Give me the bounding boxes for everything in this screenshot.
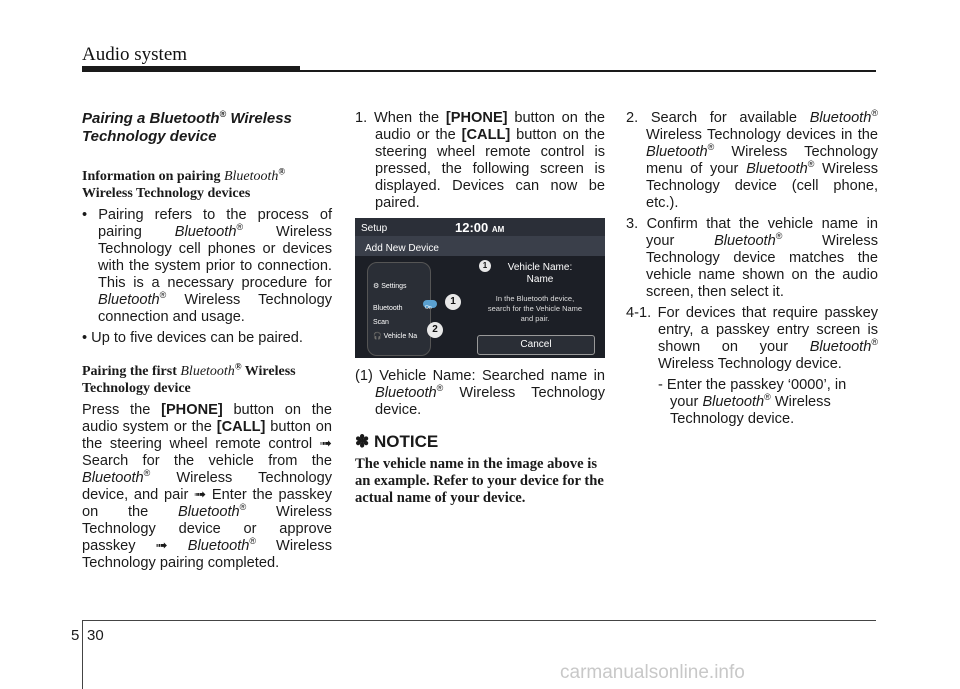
- caption-1: (1) Vehicle Name: Searched name in Bluetooth® Wireless Technology device.: [355, 368, 605, 418]
- phone-vehicle-name-row: 🎧 Vehicle Na: [373, 333, 418, 340]
- phone-scan-row: Scan: [373, 319, 389, 326]
- phone-bluetooth-toggle: On: [423, 300, 437, 308]
- phone-bluetooth-row: Bluetooth: [373, 305, 403, 312]
- chapter-number: 5: [71, 627, 80, 644]
- screen-instruction-text: In the Bluetooth device, search for the Vehicle Name and pair.: [487, 294, 583, 323]
- screen-setup-label: Setup: [361, 223, 388, 234]
- pairing-procedure-text: Press the [PHONE] button on the audio system or the [CALL] button on the steering wheel remote control ➟ Search for the vehicle from the Bluetooth® Wireless Technology device, and pair ➟ Enter the passkey on the Bluetooth® Wireless Technology device or approve passkey ➟ Bluetooth® Wireless Technology pairing completed.: [82, 402, 333, 571]
- head-unit-screen-image: [355, 218, 605, 358]
- step-2: 2. Search for available Bluetooth® Wireless Technology devices in the Bluetooth® Wireless Technology menu of your Bluetooth® Wireless Technology device (cell phone, etc.).: [626, 108, 879, 211]
- info-heading: Information on pairing Bluetooth® Wireless Technology devices: [82, 166, 286, 201]
- screen-clock: 12:00 AM: [455, 220, 505, 235]
- watermark: carmanualsonline.info: [560, 662, 745, 683]
- callout-marker-1: 1: [445, 294, 461, 310]
- header-rule-thick: [82, 66, 300, 72]
- step-1: 1. When the [PHONE] button on the audio or the [CALL] button on the steering wheel remote control is pressed, the following screen is displayed. Devices can now be paired.: [355, 110, 606, 211]
- bullet-five-devices: • Up to five devices can be paired.: [82, 330, 303, 346]
- pairing-first-heading: Pairing the first Bluetooth® Wireless Technology device: [82, 361, 296, 396]
- bullet-pairing-definition: • Pairing refers to the process of pairing Bluetooth® Wireless Technology cell phones or devices with the system prior to connection. This is a necessary procedure for Bluetooth® Wireless Technology connection and usage.: [82, 207, 332, 325]
- header-rule-thin: [300, 70, 876, 72]
- page-number: 30: [87, 627, 104, 644]
- step-4-1-passkey-note: - Enter the passkey ‘0000’, in your Bluetooth® Wireless Technology device.: [658, 377, 847, 427]
- screen-add-new-device-label: Add New Device: [365, 243, 439, 254]
- footer-divider: [82, 620, 83, 689]
- callout-marker-1-screen: 1: [479, 260, 491, 272]
- column-1: [82, 110, 332, 578]
- step-4-1: 4-1. For devices that require passkey entry, a passkey entry screen is shown on your Bluetooth® Wireless Technology device.: [626, 305, 878, 372]
- step-3: 3. Confirm that the vehicle name in your Bluetooth® Wireless Technology device matches the vehicle name shown on the audio screen, then select it.: [626, 216, 878, 300]
- notice-title: ✽ NOTICE: [355, 432, 439, 451]
- notice-body: The vehicle name in the image above is an example. Refer to your device for the actual name of your device.: [355, 456, 604, 506]
- footer-rule: [82, 620, 876, 621]
- screen-cancel-button: Cancel: [477, 335, 595, 355]
- column-3: [626, 110, 878, 432]
- page-header-title: Audio system: [82, 44, 188, 65]
- column-2: [355, 110, 605, 507]
- screen-vehicle-name: Vehicle Name: Name: [507, 262, 573, 285]
- section-title: Pairing a Bluetooth® Wireless Technology device: [82, 109, 292, 145]
- callout-marker-2: 2: [427, 322, 443, 338]
- phone-settings-row: ⚙ Settings: [373, 283, 407, 290]
